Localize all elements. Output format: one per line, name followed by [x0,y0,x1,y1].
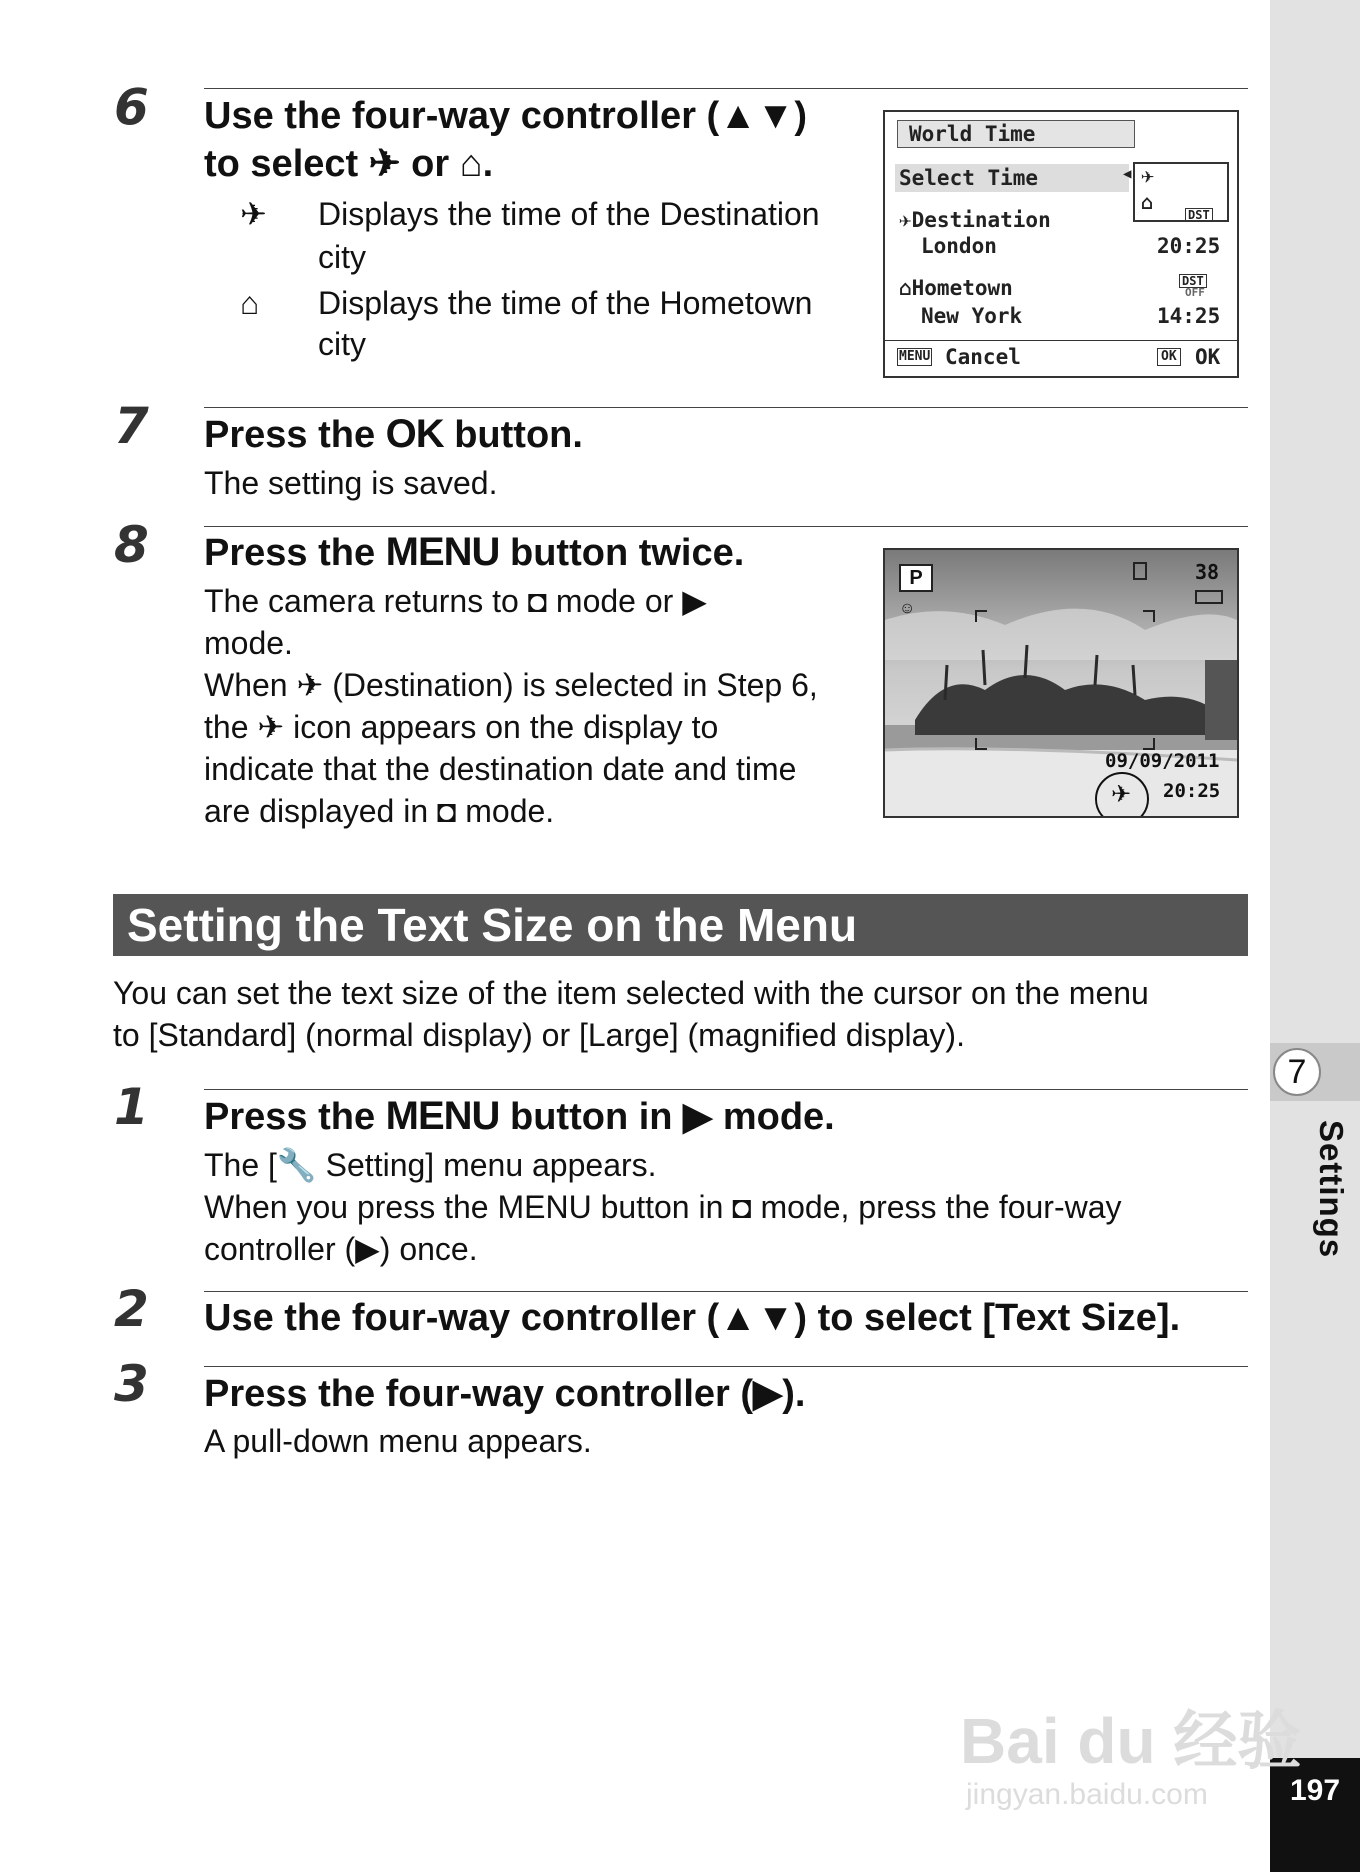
step-body: mode. [204,625,293,661]
watermark-logo: Bai du 经验 [960,1705,1302,1777]
divider [204,1291,1248,1292]
side-tab [1270,0,1360,1872]
dst-off-label: OFF [1185,286,1205,299]
lcd-divider [885,340,1237,341]
step-heading: to select ✈ or ⌂. [204,143,494,185]
menu-key: MENU [899,349,931,364]
step-heading: Press the OK button. [204,412,583,456]
home-option-icon: ⌂ [1141,190,1154,214]
menu-key-label: MENU [385,1094,500,1138]
chapter-number: 7 [1273,1048,1321,1096]
hometown-label: ⌂Hometown [899,276,1013,300]
divider [204,1366,1248,1367]
hometown-city: New York [921,304,1023,328]
chapter-title: Settings [1313,1120,1350,1259]
section-intro: to [Standard] (normal display) or [Large] (magnified display). [113,1017,965,1053]
lcd-title: World Time [909,122,1036,146]
destination-icon: ✈ [240,196,267,232]
camera-display [883,548,1239,818]
dst-badge: DST [1179,274,1207,288]
item-text: city [318,239,366,275]
step-body: indicate that the destination date and time [204,751,797,787]
step-heading: Use the four-way controller (▲▼) to select [Text Size]. [204,1297,1181,1339]
ok-label: OK [1195,345,1221,369]
destination-city: London [921,234,997,258]
item-text: Displays the time of the Destination [318,196,820,232]
step-heading: Press the MENU button in ▶ mode. [204,1094,835,1138]
destination-time: 20:25 [1157,234,1221,258]
step-body: When you press the MENU button in ◘ mode, press the four-way [204,1189,1122,1225]
step-body: The camera returns to ◘ mode or ▶ [204,583,707,619]
step-body: A pull-down menu appears. [204,1423,592,1459]
step-number: 2 [114,1280,149,1338]
home-icon: ⌂ [240,285,260,321]
focus-frame-corner [1143,738,1155,750]
select-time-label: Select Time [899,166,1039,190]
watermark [960,1670,1302,1830]
step-heading: Press the four-way controller (▶). [204,1373,806,1415]
shots-remaining: 38 [1195,560,1220,584]
divider [204,407,1248,408]
focus-frame-corner [1143,610,1155,622]
step-body: the ✈ icon appears on the display to [204,709,719,745]
time-display: 20:25 [1163,780,1221,802]
hometown-time: 14:25 [1157,304,1221,328]
step-number: 6 [114,78,149,136]
step-body: controller (▶) once. [204,1231,478,1267]
step-body: The [🔧 Setting] menu appears. [204,1147,657,1183]
step-body: When ✈ (Destination) is selected in Step 6, [204,667,818,703]
date-display: 09/09/2011 [1105,750,1220,772]
step-number: 8 [114,516,149,574]
ok-key-label: OK [385,412,444,456]
memory-card-icon [1133,562,1147,580]
beach-scene [885,550,1237,816]
divider [204,526,1248,527]
ok-key: OK [1157,348,1181,366]
section-title: Setting the Text Size on the Menu [113,894,1248,956]
world-time-screen [883,110,1239,378]
step-number: 7 [114,397,149,455]
item-text: Displays the time of the Hometown [318,285,813,321]
cancel-label: Cancel [945,345,1021,369]
step-number: 3 [114,1355,149,1413]
left-arrow-icon: ◀ [1123,166,1132,182]
page-number: 197 [1270,1758,1360,1872]
divider [204,88,1248,89]
menu-key-label: MENU [385,530,500,574]
step-body: are displayed in ◘ mode. [204,793,555,829]
item-text: city [318,326,366,362]
step-heading: Use the four-way controller (▲▼) [204,95,808,137]
step-number: 1 [114,1078,149,1136]
divider [204,1089,1248,1090]
destination-icon: ✈ [1111,781,1132,808]
destination-option-icon: ✈ [1141,164,1155,189]
battery-icon [1195,590,1223,604]
focus-frame-corner [975,610,987,622]
program-mode-icon: P [899,564,933,592]
dst-badge: DST [1185,208,1213,222]
focus-frame-corner [975,738,987,750]
step-body: The setting is saved. [204,465,498,501]
section-intro: You can set the text size of the item selected with the cursor on the menu [113,975,1149,1011]
watermark-url: jingyan.baidu.com [966,1778,1208,1811]
step-heading: Press the MENU button twice. [204,530,745,574]
face-detect-icon: ☺ [899,600,916,617]
destination-label: ✈Destination [899,208,1051,232]
